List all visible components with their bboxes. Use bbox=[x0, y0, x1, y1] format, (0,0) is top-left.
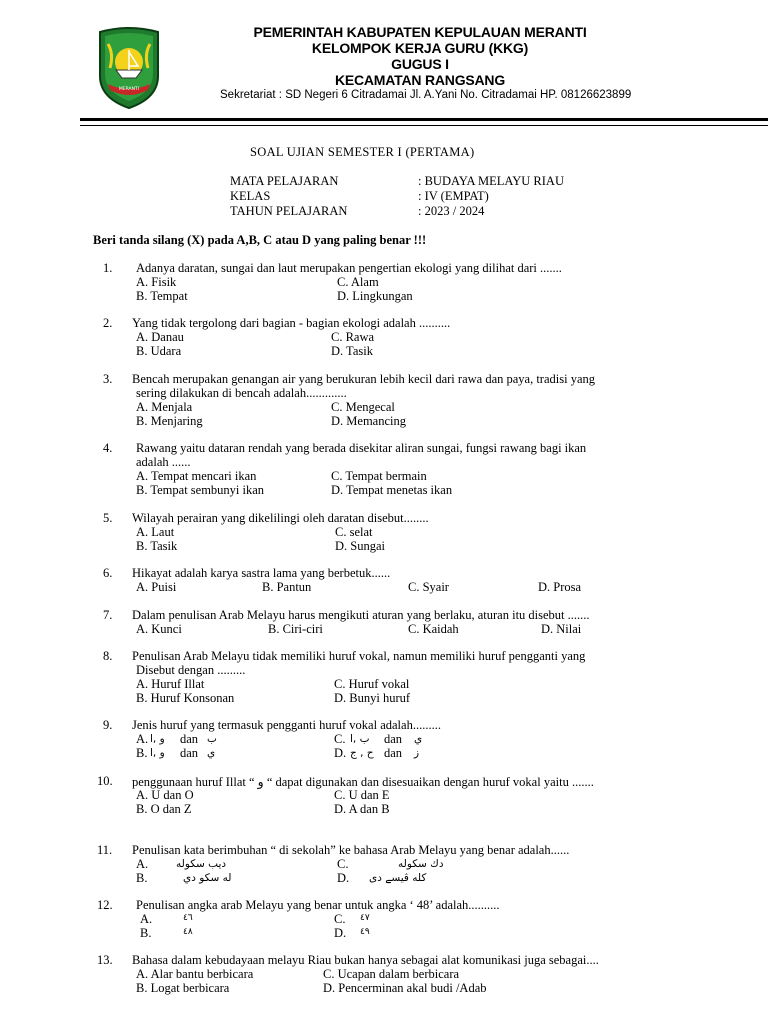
option-c: C. Kaidah bbox=[408, 622, 459, 636]
option-d: D. Sungai bbox=[335, 539, 385, 553]
question-text-continued: sering dilakukan di bencah adalah............. bbox=[136, 386, 347, 400]
regency-logo bbox=[96, 24, 162, 110]
option-c: C. selat bbox=[335, 525, 373, 539]
option-c: C. Ucapan dalam berbicara bbox=[323, 967, 460, 981]
option-a: A. Puisi bbox=[136, 580, 177, 594]
option-a: A. Tempat mencari ikan bbox=[136, 469, 257, 483]
option-d: D. Memancing bbox=[331, 414, 406, 428]
question-number: 3. bbox=[103, 372, 113, 386]
header-line-kecamatan: KECAMATAN RANGSANG bbox=[334, 72, 506, 88]
option-a: A. bbox=[140, 912, 153, 926]
header-divider-thick bbox=[80, 118, 768, 121]
option-a: A. Laut bbox=[136, 525, 175, 539]
question-number: 8. bbox=[103, 649, 113, 663]
option-d: D. Bunyi huruf bbox=[334, 691, 411, 705]
question-number: 11. bbox=[97, 843, 113, 857]
option-b-arabic: و ,ا bbox=[150, 747, 165, 759]
question-number: 6. bbox=[103, 566, 113, 580]
field-label-subject: MATA PELAJARAN bbox=[230, 174, 339, 188]
option-d: D. Lingkungan bbox=[337, 289, 413, 303]
option-b: B. bbox=[136, 871, 148, 885]
option-b-arabic-2: ي bbox=[207, 747, 216, 759]
option-a: A. U dan O bbox=[136, 788, 194, 802]
question-text: penggunaan huruf Illat “ و “ dapat digunakan dan disesuaikan dengan huruf vokal yaitu ....... bbox=[132, 775, 594, 789]
field-label-class: KELAS bbox=[230, 189, 271, 203]
option-c-dan: dan bbox=[384, 732, 403, 746]
option-c: C. Alam bbox=[337, 275, 379, 289]
exam-title: SOAL UJIAN SEMESTER I (PERTAMA) bbox=[250, 145, 475, 159]
option-c: C. bbox=[334, 912, 346, 926]
option-d-arabic: ح , ج bbox=[350, 747, 374, 759]
question-text: Penulisan angka arab Melayu yang benar untuk angka ‘ 48’ adalah.......... bbox=[136, 898, 500, 912]
option-b: B. Ciri-ciri bbox=[268, 622, 323, 636]
header-secretariat: Sekretariat : SD Negeri 6 Citradamai Jl. A.Yani No. Citradamai HP. 08126623899 bbox=[220, 89, 632, 101]
question-number: 13. bbox=[97, 953, 113, 967]
option-c: C. Syair bbox=[408, 580, 449, 594]
option-b: B. Tempat sembunyi ikan bbox=[136, 483, 265, 497]
option-d-arabic: كله ڤيسے دى bbox=[369, 872, 427, 884]
option-b-dan: dan bbox=[180, 746, 199, 760]
field-value-year: : 2023 / 2024 bbox=[418, 204, 485, 218]
question-text: Dalam penulisan Arab Melayu harus mengikuti aturan yang berlaku, aturan itu disebut ....... bbox=[132, 608, 590, 622]
option-b: B. Huruf Konsonan bbox=[136, 691, 235, 705]
option-b: B. Pantun bbox=[262, 580, 312, 594]
header-line-government: PEMERINTAH KABUPATEN KEPULAUAN MERANTI bbox=[253, 24, 587, 40]
question-number: 4. bbox=[103, 441, 113, 455]
question-text: Bencah merupakan genangan air yang berukuran lebih kecil dari rawa dan paya, tradisi yang bbox=[132, 372, 596, 386]
question-text: Bahasa dalam kebudayaan melayu Riau bukan hanya sebagai alat komunikasi juga sebagai.... bbox=[132, 953, 599, 967]
instruction: Beri tanda silang (X) pada A,B, C atau D yang paling benar !!! bbox=[93, 233, 427, 247]
option-c: C. U dan E bbox=[334, 788, 390, 802]
option-a: A. Fisik bbox=[136, 275, 177, 289]
option-c: C. Mengecal bbox=[331, 400, 395, 414]
option-c-arabic-2: ي bbox=[414, 733, 423, 745]
header-line-gugus: GUGUS I bbox=[391, 56, 449, 72]
option-d-dan: dan bbox=[384, 746, 403, 760]
option-d-arabic-2: ز bbox=[414, 747, 420, 759]
option-a-arabic: ديب سكوله bbox=[176, 858, 227, 870]
svg-text:MERANTI: MERANTI bbox=[118, 87, 140, 92]
question-number: 10. bbox=[97, 774, 113, 788]
field-value-class: : IV (EMPAT) bbox=[418, 189, 489, 203]
question-number: 1. bbox=[103, 261, 113, 275]
option-b: B. Tasik bbox=[136, 539, 178, 553]
option-b: B. Logat berbicara bbox=[136, 981, 230, 995]
question-number: 9. bbox=[103, 718, 113, 732]
header-line-kkg: KELOMPOK KERJA GURU (KKG) bbox=[311, 40, 529, 56]
option-d: D. bbox=[334, 746, 347, 760]
question-number: 2. bbox=[103, 316, 113, 330]
option-a-arabic-2: ب bbox=[207, 733, 217, 745]
option-d: D. Tempat menetas ikan bbox=[331, 483, 453, 497]
option-c-arabic: ب ,ا bbox=[350, 733, 370, 745]
option-b: B. bbox=[140, 926, 152, 940]
option-c: C. Rawa bbox=[331, 330, 375, 344]
option-c-arabic: ٤٧ bbox=[360, 913, 370, 923]
option-b-arabic: ٤٨ bbox=[183, 927, 193, 937]
option-d: D. A dan B bbox=[334, 802, 390, 816]
question-text-continued: Disebut dengan ......... bbox=[136, 663, 246, 677]
option-a-dan: dan bbox=[180, 732, 199, 746]
option-b: B. Udara bbox=[136, 344, 182, 358]
question-text: Wilayah perairan yang dikelilingi oleh daratan disebut........ bbox=[132, 511, 429, 525]
option-a: A. Danau bbox=[136, 330, 184, 344]
option-a: A. Kunci bbox=[136, 622, 182, 636]
option-d: D. bbox=[334, 926, 347, 940]
option-a: A. Huruf Illat bbox=[136, 677, 205, 691]
option-b: B. Tempat bbox=[136, 289, 188, 303]
option-d: D. Tasik bbox=[331, 344, 373, 358]
question-text: Yang tidak tergolong dari bagian - bagian ekologi adalah .......... bbox=[132, 316, 451, 330]
option-a-arabic: و ,ا bbox=[150, 733, 165, 745]
option-d: D. Prosa bbox=[538, 580, 582, 594]
option-c: C. Tempat bermain bbox=[331, 469, 427, 483]
field-label-year: TAHUN PELAJARAN bbox=[230, 204, 348, 218]
option-c: C. bbox=[334, 732, 346, 746]
option-b: B. O dan Z bbox=[136, 802, 192, 816]
option-a-arabic: ٤٦ bbox=[183, 913, 193, 923]
option-c: C. bbox=[337, 857, 349, 871]
question-text: Hikayat adalah karya sastra lama yang berbetuk...... bbox=[132, 566, 391, 580]
header-divider-thin bbox=[80, 125, 768, 126]
question-text-continued: adalah ...... bbox=[136, 455, 191, 469]
question-text: Jenis huruf yang termasuk pengganti huruf vokal adalah......... bbox=[132, 718, 441, 732]
option-a: A. bbox=[136, 857, 149, 871]
option-b-arabic: له سكو دي bbox=[183, 872, 232, 884]
option-a: A. Menjala bbox=[136, 400, 193, 414]
option-d-arabic: ٤٩ bbox=[360, 927, 370, 937]
option-b: B. Menjaring bbox=[136, 414, 203, 428]
option-a: A. bbox=[136, 732, 149, 746]
option-b: B. bbox=[136, 746, 148, 760]
question-text: Penulisan kata berimbuhan “ di sekolah” ke bahasa Arab Melayu yang benar adalah...... bbox=[132, 843, 570, 857]
option-c-arabic: دك سكوله bbox=[398, 858, 444, 870]
option-d: D. Pencerminan akal budi /Adab bbox=[323, 981, 487, 995]
question-text: Rawang yaitu dataran rendah yang berada disekitar aliran sungai, fungsi rawang bagi ikan bbox=[136, 441, 587, 455]
field-value-subject: : BUDAYA MELAYU RIAU bbox=[418, 174, 564, 188]
question-text: Adanya daratan, sungai dan laut merupakan pengertian ekologi yang dilihat dari ....... bbox=[136, 261, 562, 275]
question-number: 12. bbox=[97, 898, 113, 912]
question-text: Penulisan Arab Melayu tidak memiliki huruf vokal, namun memiliki huruf pengganti yang bbox=[132, 649, 586, 663]
question-number: 5. bbox=[103, 511, 113, 525]
option-d: D. Nilai bbox=[541, 622, 582, 636]
option-d: D. bbox=[337, 871, 350, 885]
question-number: 7. bbox=[103, 608, 113, 622]
option-a: A. Alar bantu berbicara bbox=[136, 967, 254, 981]
option-c: C. Huruf vokal bbox=[334, 677, 410, 691]
